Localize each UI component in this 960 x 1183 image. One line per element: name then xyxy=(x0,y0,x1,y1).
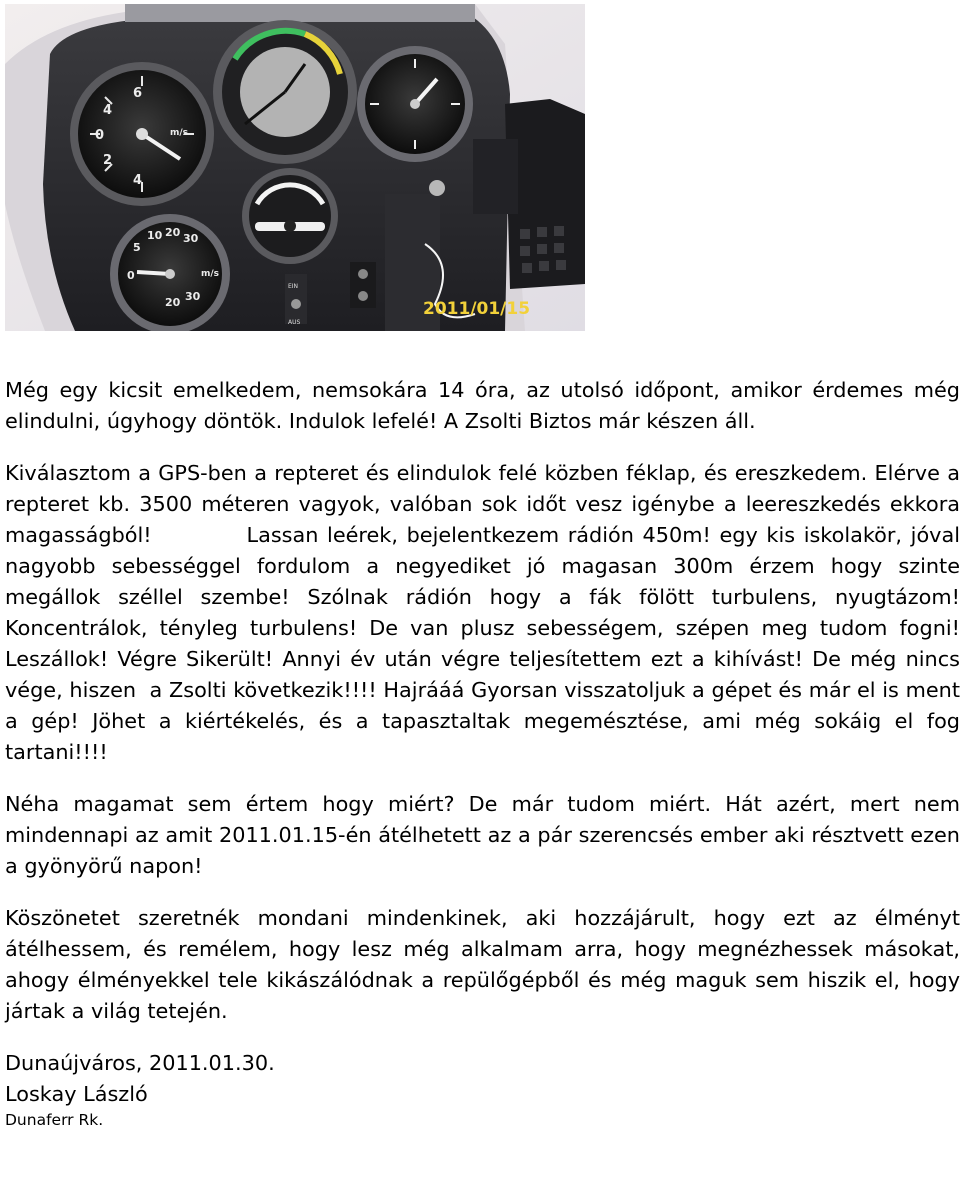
variometer-gauge-bottom xyxy=(110,214,230,331)
place-date: Dunaújváros, 2011.01.30. xyxy=(5,1051,275,1075)
svg-text:30: 30 xyxy=(183,232,199,245)
svg-text:2: 2 xyxy=(103,153,113,168)
svg-text:5: 5 xyxy=(133,241,141,254)
author-organization: Dunaferr Rk. xyxy=(5,1111,104,1129)
switch-plate xyxy=(285,274,307,326)
svg-text:EIN: EIN xyxy=(288,283,299,290)
author-name: Loskay László xyxy=(5,1082,148,1106)
svg-text:4: 4 xyxy=(103,103,113,118)
altimeter-gauge xyxy=(357,46,473,162)
date-stamp: 2011/01/15 xyxy=(423,299,531,319)
svg-text:0: 0 xyxy=(95,128,105,143)
svg-text:4: 4 xyxy=(133,173,143,188)
article-body xyxy=(5,375,960,1130)
svg-text:20: 20 xyxy=(165,226,181,239)
paragraph-1: Még egy kicsit emelkedem, nemsokára 14 óra, az utolsó időpont, amikor érdemes még elindulni, úgyhogy döntök. Indulok lefelé! A Zsolti Biztos már készen áll. xyxy=(5,378,960,433)
paragraph-4: Köszönetet szeretnék mondani mindenkinek, aki hozzájárult, hogy ezt az élményt átélhessem, és remélem, hogy lesz még alkalmam arra, hogy megnézhessek másokat, ahogy élményekkel tele kikászálódnak a repülőgépből és még maguk sem hiszik el, hogy jártak a világ tetején. xyxy=(5,906,960,1023)
cockpit-photo xyxy=(5,4,585,331)
svg-text:10: 10 xyxy=(147,229,163,242)
paragraph-3: Néha magamat sem értem hogy miért? De már tudom miért. Hát azért, mert nem mindennapi az amit 2011.01.15-én átélhetett az a pár szerencsés ember aki résztvett ezen a gyönyörű napon! xyxy=(5,792,960,878)
svg-text:20: 20 xyxy=(165,296,181,309)
paragraph-2: Kiválasztom a GPS-ben a repteret és elindulok felé közben féklap, és ereszkedem. Elérve a repteret kb. 3500 méteren vagyok, valóban sok időt vesz igénybe a leereszkedés ekkora magasságból! Lassan leérek, bejelentkezem rádión 450m! egy kis iskolakör, jóval nagyobb sebességgel fordulom a negyediket jó magasan 300m érzem hogy szinte megállok széllel szembe! Szólnak rádión hogy a fák fölött turbulens, nyugtázom! Koncentrálok, tényleg turbulens! De van plusz sebességem, szépen meg tudom fogni! Leszállok! Végre Sikerült! Annyi év után végre teljesítettem ezt a kihívást! De még nincs vége, hiszen a Zsolti következik!!!! Hajrááá Gyorsan visszatoljuk a gépet és már el is ment a gép! Jöhet a kiértékelés, és a tapasztaltak megemésztése, ami még sokáig el fog tartani!!!! xyxy=(5,461,960,764)
svg-text:AUS: AUS xyxy=(288,319,301,326)
airspeed-gauge xyxy=(213,20,357,164)
variometer-gauge-top xyxy=(70,62,214,206)
svg-text:m/s: m/s xyxy=(201,269,220,279)
svg-text:30: 30 xyxy=(185,290,201,303)
svg-text:m/s: m/s xyxy=(170,128,189,138)
svg-text:6: 6 xyxy=(133,86,143,101)
turn-indicator-gauge xyxy=(242,168,338,264)
small-switches xyxy=(350,262,376,308)
svg-text:0: 0 xyxy=(127,269,135,282)
